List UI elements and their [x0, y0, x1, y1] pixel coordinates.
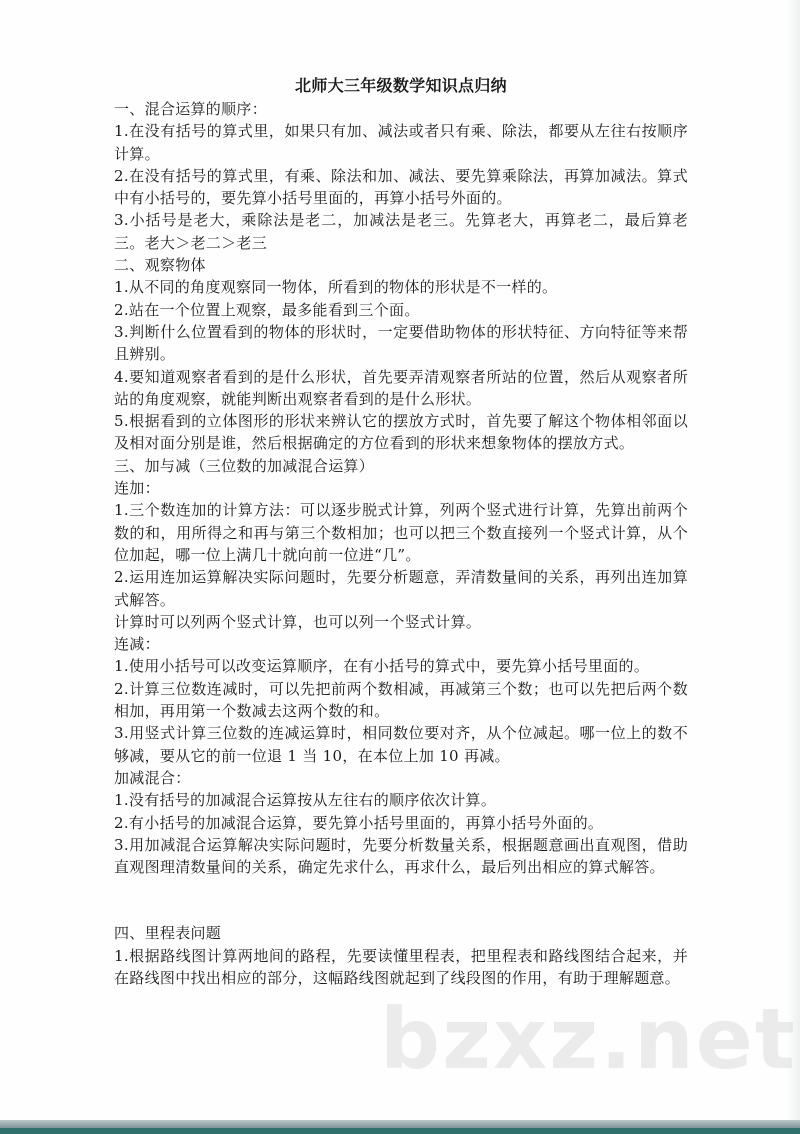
section-heading: 二、观察物体: [114, 256, 206, 275]
paragraph: 4.要知道观察者看到的是什么形状，首先要弄清观察者所站的位置，然后从观察者所站的角度观察，就能判断出观察者看到的是什么形状。: [114, 367, 688, 408]
paragraph: 2.计算三位数连减时，可以先把前两个数相减，再减第三个数；也可以先把后两个数相加，再用第一个数减去这两个数的和。: [114, 679, 688, 721]
watermark: bzxz.net: [380, 990, 797, 1088]
paragraph: 3.小括号是老大，乘除法是老二，加减法是老三。先算老大，再算老二，最后算老三。老大＞老二＞老三: [114, 211, 688, 252]
subheading: 加减混合：: [114, 768, 191, 787]
paragraph: 2.在没有括号的算式里，有乘、除法和加、减法、要先算乘除法，再算加减法。算式中有小括号的，要先算小括号里面的，再算小括号外面的。: [114, 166, 688, 208]
paragraph: 3.用加减混合运算解决实际问题时，先要分析数量关系，根据题意画出直观图，借助直观图理清数量间的关系，确定先求什么，再求什么，最后列出相应的算式解答。: [114, 835, 688, 877]
subheading: 连加：: [114, 479, 160, 498]
bottom-border: [0, 1120, 800, 1134]
paragraph: 1.在没有括号的算式里，如果只有加、减法或者只有乘、除法，都要从左往右按顺序计算。: [114, 122, 688, 163]
paragraph: 1.三个数连加的计算方法：可以逐步脱式计算，列两个竖式进行计算，先算出前两个数的和，用所得之和再与第三个数相加；也可以把三个数直接列一个竖式计算，从个位加起，哪一位上满几十就向前一位进“几”。: [114, 501, 688, 564]
paragraph: 计算时可以列两个竖式计算，也可以列一个竖式计算。: [114, 612, 482, 631]
paragraph: 5.根据看到的立体图形的形状来辨认它的摆放方式时，首先要了解这个物体相邻面以及相对面分别是谁，然后根据确定的方位看到的形状来想象物体的摆放方式。: [114, 412, 688, 453]
page-edge: [786, 0, 800, 1120]
document-body: [114, 74, 688, 989]
paragraph: 3.用竖式计算三位数的连减运算时，相同数位要对齐，从个位减起。哪一位上的数不够减，要从它的前一位退 1 当 10，在本位上加 10 再减。: [114, 724, 688, 765]
paragraph: 2.运用连加运算解决实际问题时，先要分析题意，弄清数量间的关系，再列出连加算式解答。: [114, 568, 688, 609]
section-heading: 一、混合运算的顺序：: [114, 100, 268, 118]
bottom-border-accent: [0, 1128, 800, 1134]
paragraph: 3.判断什么位置看到的物体的形状时，一定要借助物体的形状特征、方向特征等来帮且辨别。: [114, 322, 688, 364]
section-heading: 三、加与减（三位数的加减混合运算）: [114, 456, 375, 475]
spacer: [114, 878, 688, 922]
paragraph: 1.使用小括号可以改变运算顺序，在有小括号的算式中，要先算小括号里面的。: [114, 657, 650, 676]
paragraph: 1.从不同的角度观察同一物体，所看到的物体的形状是不一样的。: [114, 278, 558, 297]
paragraph: 2.站在一个位置上观察，最多能看到三个面。: [114, 300, 420, 319]
subheading: 连减：: [114, 635, 160, 654]
paragraph: 2.有小括号的加减混合运算，要先算小括号里面的，再算小括号外面的。: [114, 813, 604, 832]
paragraph: 1.没有括号的加减混合运算按从左往右的顺序依次计算。: [114, 791, 497, 810]
section-heading: 四、里程表问题: [114, 924, 222, 943]
document-title: 北师大三年级数学知识点归纳: [295, 76, 507, 95]
paragraph: 1.根据路线图计算两地间的路程，先要读懂里程表，把里程表和路线图结合起来，并在路线图中找出相应的部分，这幅路线图就起到了线段图的作用，有助于理解题意。: [114, 946, 688, 987]
